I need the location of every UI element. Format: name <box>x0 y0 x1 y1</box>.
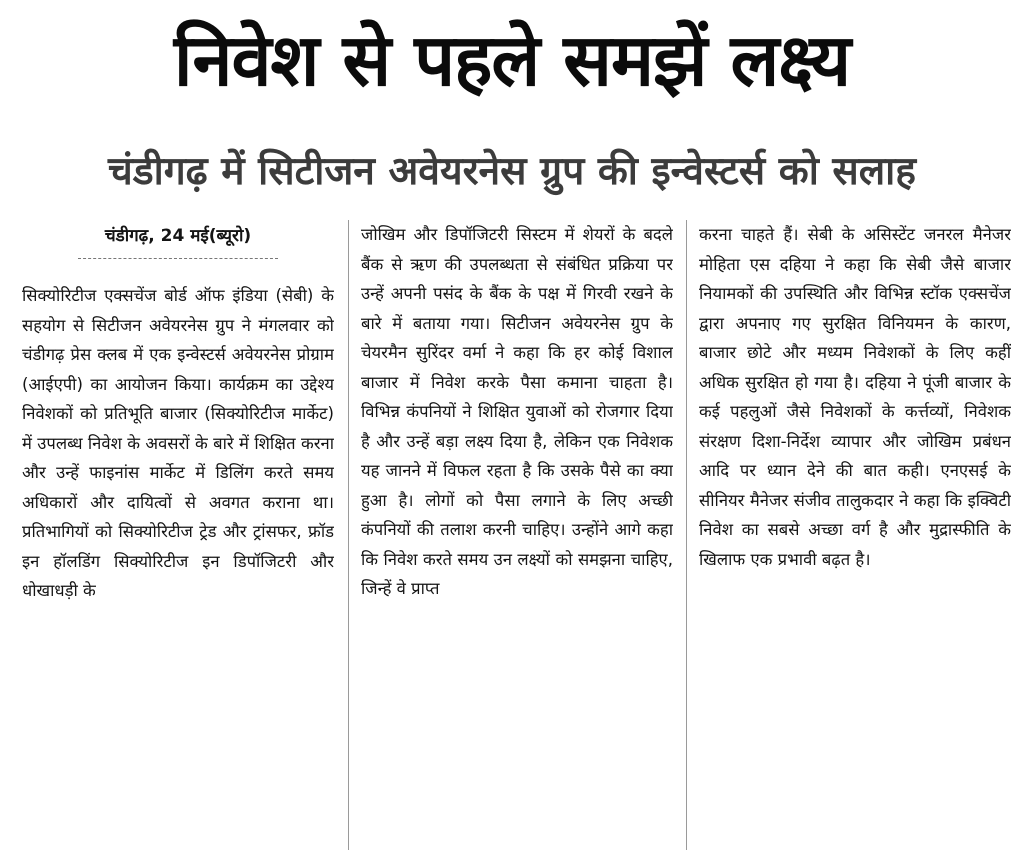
subheadline: चंडीगढ़ में सिटीजन अवेयरनेस ग्रुप की इन्वेस्टर्स को सलाह <box>107 149 916 194</box>
column-rule-2 <box>686 220 687 850</box>
column-1-text: सिक्योरिटीज एक्सचेंज बोर्ड ऑफ इंडिया (सेबी) के सहयोग से सिटीजन अवेयरनेस ग्रुप ने मंगलवार को चंडीगढ़ प्रेस क्लब में एक इन्वेस्टर्स अवेयरनेस प्रोग्राम (आईएपी) का आयोजन किया। कार्यक्रम का उद्देश्य निवेशकों को प्रतिभूति बाजार (सिक्योरिटीज मार्केट) में उपलब्ध निवेश के अवसरों के बारे में शिक्षित करना और उन्हें फाइनांस मार्केट में डिलिंग करते समय अधिकारों और दायित्वों से अवगत कराना था। प्रतिभागियों को सिक्योरिटीज ट्रेड और ट्रांसफर, फ्रॉड इन हॉलडिंग सिक्योरिटीज इन डिपॉजिटरी और धोखाधड़ी के <box>22 286 334 600</box>
column-1 <box>22 220 334 850</box>
column-rule-1 <box>348 220 349 850</box>
dateline: चंडीगढ़, 24 मई(ब्यूरो) <box>104 226 252 246</box>
headline: निवेश से पहले समझें लक्ष्य <box>173 18 851 102</box>
article-body <box>22 220 1012 850</box>
column-3 <box>699 220 1011 850</box>
column-3-text: करना चाहते हैं। सेबी के असिस्टेंट जनरल मैनेजर मोहिता एस दहिया ने कहा कि सेबी जैसे बाजार नियामकों की उपस्थिति और विभिन्न स्टॉक एक्सचेंज द्वारा अपनाए गए सुरक्षित विनियमन के कारण, बाजार छोटे और मध्यम निवेशकों के लिए कहीं अधिक सुरक्षित हो गया है। दहिया ने पूंजी बाजार के कई पहलुओं जैसे निवेशकों के कर्त्तव्यों, निवेशक संरक्षण दिशा-निर्देश व्यापार और जोखिम प्रबंधन आदि पर ध्यान देने की बात कही। एनएसई के सीनियर मैनेजर संजीव तालुकदार ने कहा कि इक्विटी निवेश का सबसे अच्छा वर्ग है और मुद्रास्फीति के खिलाफ एक प्रभावी बढ़त है। <box>699 225 1011 569</box>
column-2-text: जोखिम और डिपॉजिटरी सिस्टम में शेयरों के बदले बैंक से ऋण की उपलब्धता से संबंधित प्रक्रिया पर उन्हें अपनी पसंद के बैंक के पक्ष में गिरवी रखने के बारे में बताया गया। सिटीजन अवेयरनेस ग्रुप के चेयरमैन सुरिंदर वर्मा ने कहा कि हर कोई विशाल बाजार में निवेश करके पैसा कमाना चाहता है। विभिन्न कंपनियों ने शिक्षित युवाओं को रोजगार दिया है और उन्हें बड़ा लक्ष्य दिया है, लेकिन एक निवेशक यह जानने में विफल रहता है कि उसके पैसे का क्या हुआ है। लोगों को पैसा लगाने के लिए अच्छी कंपनियों की तलाश करनी चाहिए। उन्होंने आगे कहा कि निवेश करते समय उन लक्ष्यों को समझना चाहिए, जिन्हें वे प्राप्त <box>361 225 673 598</box>
column-2 <box>361 220 673 850</box>
